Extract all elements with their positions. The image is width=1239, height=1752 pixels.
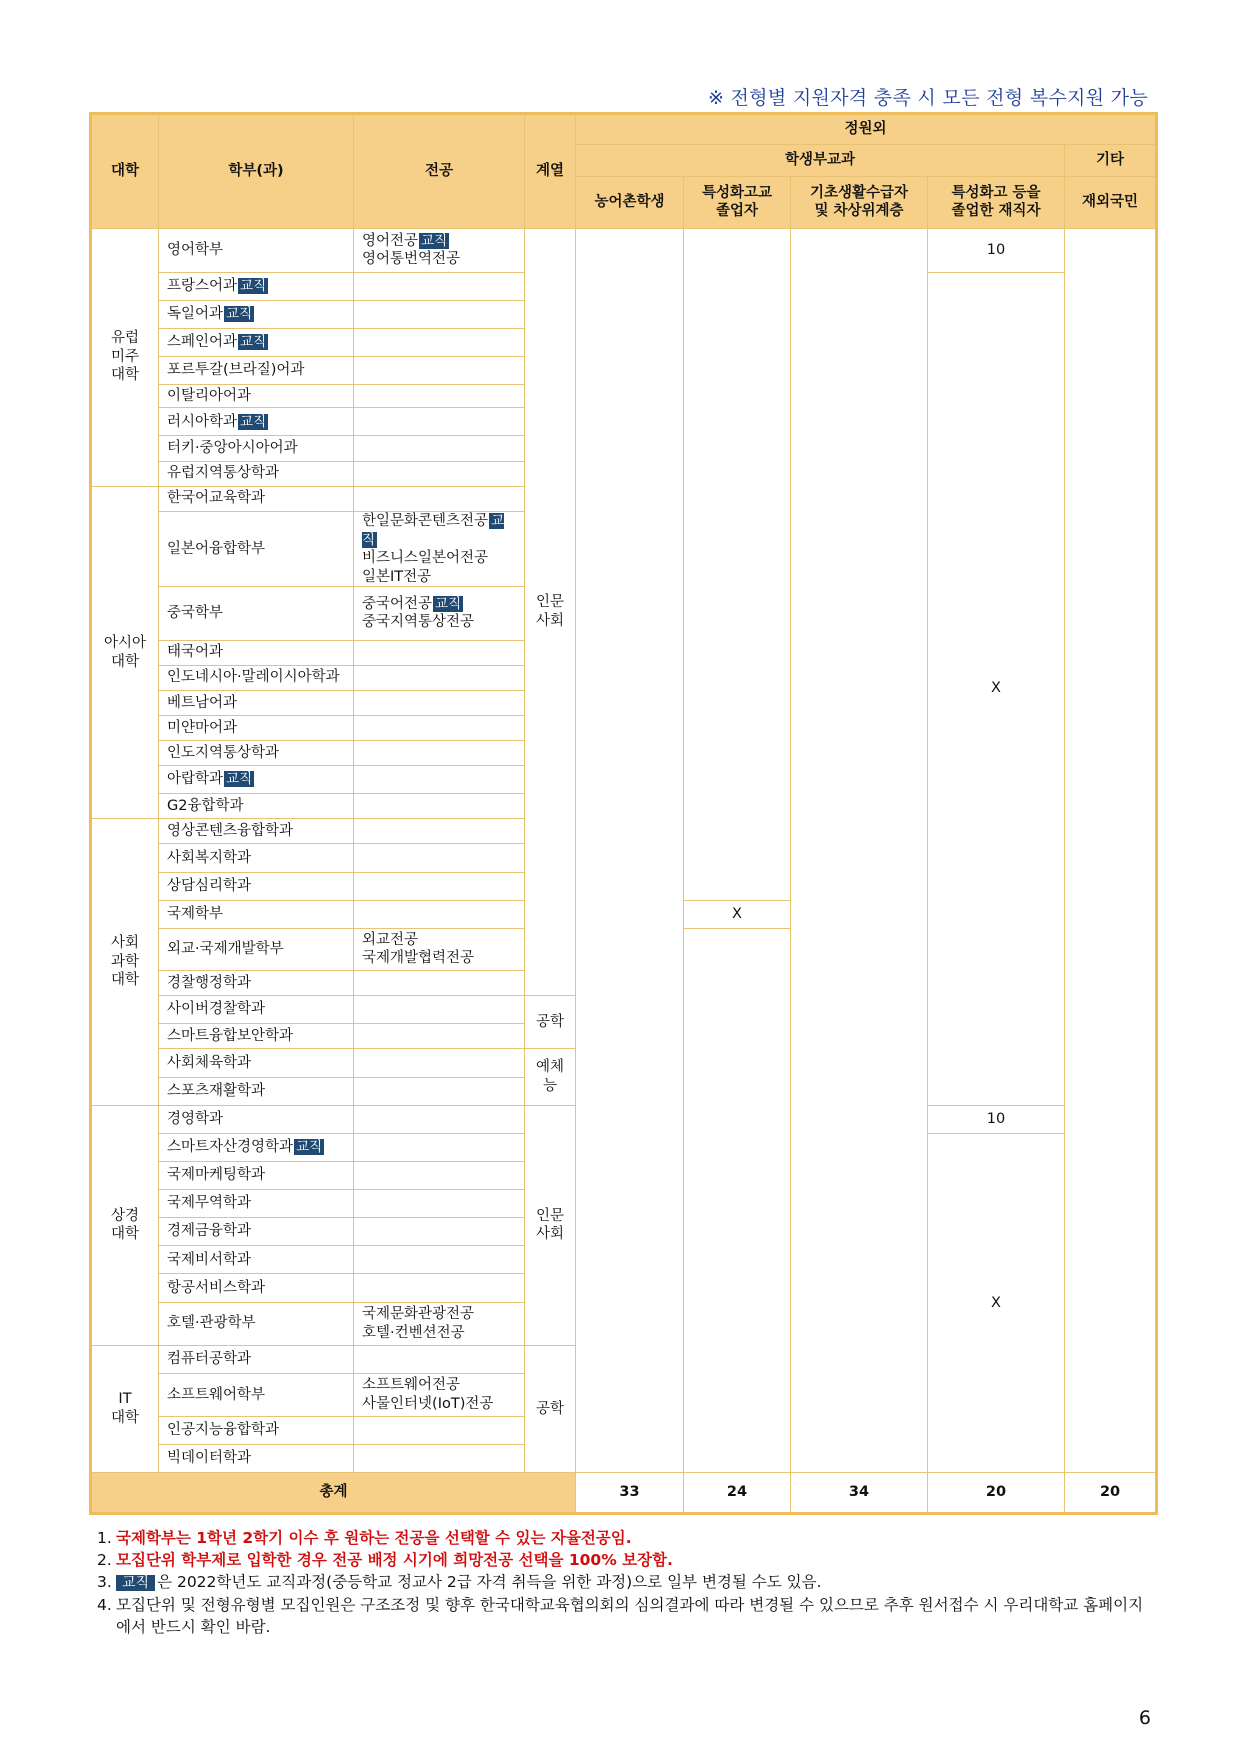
dept-name: 경제금융학과	[167, 1223, 252, 1240]
dept-name: 독일어과	[167, 306, 224, 323]
dept-name: 컴퓨터공학과	[167, 1351, 252, 1368]
dept-cell	[159, 996, 354, 1024]
vocational-x-intl: X	[684, 900, 791, 928]
dept-cell	[159, 1417, 354, 1445]
dept-cell	[159, 461, 354, 486]
dept-cell	[159, 844, 354, 872]
total-rural: 33	[576, 1473, 684, 1514]
dept-cell	[159, 1161, 354, 1189]
major-cell	[354, 357, 525, 385]
track-engineering: 공학	[525, 996, 576, 1049]
header-dept: 학부(과)	[159, 114, 354, 229]
dept-cell	[159, 928, 354, 970]
dept-cell	[159, 436, 354, 461]
major-name: 국제문화관광전공	[362, 1306, 475, 1323]
dept-cell	[159, 587, 354, 640]
dept-cell	[159, 1302, 354, 1345]
dept-cell	[159, 328, 354, 356]
dept-cell	[159, 272, 354, 300]
dept-name: 호텔·관광학부	[167, 1315, 256, 1332]
dept-name: 국제학부	[167, 906, 224, 923]
rural-empty	[576, 228, 684, 1473]
major-name: 영어전공	[362, 232, 419, 249]
dept-cell	[159, 690, 354, 715]
dept-cell	[159, 741, 354, 766]
major-cell	[354, 385, 525, 408]
major-cell	[354, 461, 525, 486]
dept-name: 항공서비스학과	[167, 1279, 266, 1296]
major-name: 한일문화콘텐츠전공	[362, 512, 489, 529]
college-social: 사회 과학 대학	[91, 819, 159, 1105]
major-cell	[354, 971, 525, 996]
major-name: 외교전공	[362, 931, 419, 948]
track-engineering-it: 공학	[525, 1345, 576, 1473]
header-overseas: 재외국민	[1065, 177, 1157, 228]
note-3-text: 은 2022학년도 교직과정(중등학교 정교사 2급 자격 취득을 위한 과정)으로 일부 변경될 수도 있음.	[157, 1573, 822, 1591]
major-cell	[354, 996, 525, 1024]
major-name: 비즈니스일본어전공	[362, 550, 489, 567]
major-name: 중국지역통상전공	[362, 614, 475, 631]
track-arts: 예체 능	[525, 1049, 576, 1105]
dept-cell	[159, 766, 354, 794]
employed-english: 10	[928, 228, 1065, 272]
dept-name: 빅데이터학과	[167, 1450, 252, 1467]
total-row	[91, 1473, 1157, 1514]
major-cell	[354, 1445, 525, 1473]
dept-name: 스마트자산경영학과	[167, 1139, 294, 1156]
teaching-badge: 교직	[240, 334, 267, 351]
total-vocational-employed: 20	[928, 1473, 1065, 1514]
major-cell	[354, 272, 525, 300]
major-cell	[354, 511, 525, 587]
major-cell	[354, 1161, 525, 1189]
dept-cell	[159, 1218, 354, 1246]
dept-name: 경영학과	[167, 1110, 224, 1127]
dept-name: 미얀마어과	[167, 719, 238, 736]
dept-name: 한국어교육학과	[167, 490, 266, 507]
dept-name: 사회체육학과	[167, 1054, 252, 1071]
teaching-badge: 교직	[226, 771, 253, 788]
dept-name: 이탈리아어과	[167, 388, 252, 405]
dept-name: 스페인어과	[167, 334, 238, 351]
college-europe: 유럽 미주 대학	[91, 228, 159, 486]
dept-cell	[159, 665, 354, 690]
dept-cell	[159, 1246, 354, 1274]
header-basic-living: 기초생활수급자 및 차상위계층	[791, 177, 928, 228]
major-cell	[354, 1373, 525, 1416]
major-cell	[354, 1190, 525, 1218]
dept-cell	[159, 385, 354, 408]
major-cell	[354, 794, 525, 819]
major-cell	[354, 1105, 525, 1133]
note-2: 2. 모집단위 학부제로 입학한 경우 전공 배정 시기에 희망전공 선택을 100% 보장함.	[97, 1551, 673, 1569]
major-cell	[354, 872, 525, 900]
header-rural: 농어촌학생	[576, 177, 684, 228]
college-it: IT 대학	[91, 1345, 159, 1473]
total-vocational: 24	[684, 1473, 791, 1514]
dept-cell	[159, 1049, 354, 1077]
major-cell	[354, 328, 525, 356]
major-cell	[354, 408, 525, 436]
note-4: 4. 모집단위 및 전형유형별 모집인원은 구조조정 및 향후 한국대학교육협의회의 심의결과에 따라 변경될 수 있으므로 추후 원서접수 시 우리대학교 홈페이지에서 반드시 확인 바람.	[97, 1594, 1157, 1638]
teaching-badge: 교직	[421, 232, 448, 249]
major-cell	[354, 900, 525, 928]
table-row	[91, 228, 1157, 272]
header-major: 전공	[354, 114, 525, 229]
top-note: ※ 전형별 지원자격 충족 시 모든 전형 복수지원 가능	[707, 87, 1148, 109]
major-cell	[354, 1024, 525, 1049]
major-cell	[354, 1133, 525, 1161]
major-cell	[354, 1077, 525, 1105]
major-cell	[354, 1345, 525, 1373]
teaching-badge: 교직	[116, 1575, 155, 1591]
vocational-empty-2	[684, 928, 791, 1472]
footnotes	[97, 1527, 1157, 1638]
major-name: 호텔·컨벤션전공	[362, 1324, 465, 1341]
major-cell	[354, 690, 525, 715]
major-cell	[354, 486, 525, 511]
page-number: 6	[1138, 1707, 1151, 1729]
major-cell	[354, 640, 525, 665]
teaching-badge: 교직	[226, 306, 253, 323]
header-other: 기타	[1065, 145, 1157, 177]
dept-name: 국제마케팅학과	[167, 1167, 266, 1184]
major-cell	[354, 300, 525, 328]
major-name: 사물인터넷(IoT)전공	[362, 1395, 494, 1412]
note-3: 3. 교직 은 2022학년도 교직과정(중등학교 정교사 2급 자격 취득을 위한 과정)으로 일부 변경될 수도 있음.	[97, 1573, 822, 1591]
dept-name: 국제비서학과	[167, 1251, 252, 1268]
major-cell	[354, 766, 525, 794]
header-vocational-employed: 특성화고 등을 졸업한 재직자	[928, 177, 1065, 228]
dept-name: 사회복지학과	[167, 849, 252, 866]
teaching-badge: 교직	[240, 413, 267, 430]
dept-cell	[159, 1077, 354, 1105]
dept-name: 러시아학과	[167, 413, 238, 430]
dept-name: 소프트웨어학부	[167, 1386, 266, 1403]
header-track: 계열	[525, 114, 576, 229]
dept-name: 일본어융합학부	[167, 540, 266, 557]
major-cell	[354, 665, 525, 690]
major-name: 일본IT전공	[362, 568, 432, 585]
major-cell	[354, 587, 525, 640]
college-business: 상경 대학	[91, 1105, 159, 1345]
dept-name: 스포츠재활학과	[167, 1082, 266, 1099]
dept-name: 베트남어과	[167, 694, 238, 711]
dept-cell	[159, 1445, 354, 1473]
dept-cell	[159, 794, 354, 819]
total-basic-living: 34	[791, 1473, 928, 1514]
major-cell	[354, 819, 525, 844]
dept-name: 태국어과	[167, 644, 224, 661]
dept-name: 경찰행정학과	[167, 974, 252, 991]
teaching-badge: 교직	[240, 278, 267, 295]
dept-name: 영어학부	[167, 241, 224, 258]
dept-cell	[159, 1274, 354, 1302]
dept-name: G2융합학과	[167, 798, 244, 815]
track-humanities-business: 인문 사회	[525, 1105, 576, 1345]
dept-name: 국제무역학과	[167, 1195, 252, 1212]
dept-name: 터키·중앙아시아어과	[167, 440, 298, 457]
dept-cell	[159, 228, 354, 272]
teaching-badge: 교직	[435, 595, 462, 612]
dept-cell	[159, 900, 354, 928]
teaching-badge: 교직	[296, 1139, 323, 1156]
major-cell	[354, 1049, 525, 1077]
dept-name: 인도지역통상학과	[167, 744, 280, 761]
dept-name: 상담심리학과	[167, 877, 252, 894]
dept-cell	[159, 300, 354, 328]
total-overseas: 20	[1065, 1473, 1157, 1514]
vocational-empty	[684, 228, 791, 900]
total-label: 총계	[91, 1473, 576, 1514]
major-name: 소프트웨어전공	[362, 1377, 461, 1394]
dept-cell	[159, 357, 354, 385]
header-vocational: 특성화고교 졸업자	[684, 177, 791, 228]
track-humanities: 인문 사회	[525, 228, 576, 996]
college-asia: 아시아 대학	[91, 486, 159, 819]
dept-cell	[159, 1373, 354, 1416]
dept-cell	[159, 486, 354, 511]
note-1: 1. 국제학부는 1학년 2학기 이수 후 원하는 전공을 선택할 수 있는 자율전공임.	[97, 1529, 632, 1547]
dept-name: 프랑스어과	[167, 278, 238, 295]
major-cell	[354, 228, 525, 272]
teaching-badge: 교직	[362, 512, 505, 548]
dept-name: 인공지능융합학과	[167, 1422, 280, 1439]
dept-cell	[159, 1190, 354, 1218]
major-cell	[354, 1417, 525, 1445]
dept-cell	[159, 715, 354, 740]
dept-cell	[159, 971, 354, 996]
header-outside-quota: 정원외	[576, 114, 1157, 145]
dept-cell	[159, 1024, 354, 1049]
dept-name: 포르투갈(브라질)어과	[167, 362, 305, 379]
dept-cell	[159, 819, 354, 844]
dept-name: 유럽지역통상학과	[167, 465, 280, 482]
dept-cell	[159, 511, 354, 587]
dept-cell	[159, 872, 354, 900]
admission-quota-table	[89, 112, 1158, 1515]
note-1-text: 국제학부는 1학년 2학기 이수 후 원하는 전공을 선택할 수 있는 자율전공임.	[116, 1529, 632, 1547]
dept-name: 영상콘텐츠융합학과	[167, 823, 294, 840]
major-cell	[354, 1274, 525, 1302]
employed-x-1: X	[928, 272, 1065, 1105]
major-cell	[354, 1218, 525, 1246]
header-college: 대학	[91, 114, 159, 229]
major-cell	[354, 1302, 525, 1345]
dept-cell	[159, 640, 354, 665]
major-name: 영어통번역전공	[362, 251, 461, 268]
dept-name: 중국학부	[167, 605, 224, 622]
dept-name: 인도네시아·말레이시아학과	[167, 669, 340, 686]
dept-cell	[159, 408, 354, 436]
dept-name: 아랍학과	[167, 771, 224, 788]
dept-name: 외교·국제개발학부	[167, 941, 284, 958]
dept-cell	[159, 1133, 354, 1161]
dept-cell	[159, 1345, 354, 1373]
note-4-text: 모집단위 및 전형유형별 모집인원은 구조조정 및 향후 한국대학교육협의회의 심의결과에 따라 변경될 수 있으므로 추후 원서접수 시 우리대학교 홈페이지에서 반드시 확인 바람.	[116, 1596, 1144, 1636]
dept-cell	[159, 1105, 354, 1133]
dept-name: 스마트융합보안학과	[167, 1028, 294, 1045]
major-cell	[354, 715, 525, 740]
major-cell	[354, 741, 525, 766]
major-cell	[354, 436, 525, 461]
employed-x-2: X	[928, 1133, 1065, 1473]
major-cell	[354, 928, 525, 970]
major-cell	[354, 1246, 525, 1274]
major-cell	[354, 844, 525, 872]
major-name: 국제개발협력전공	[362, 950, 475, 967]
header-student-record: 학생부교과	[576, 145, 1065, 177]
overseas-empty	[1065, 228, 1157, 1473]
employed-business: 10	[928, 1105, 1065, 1133]
dept-name: 사이버경찰학과	[167, 1001, 266, 1018]
basic-living-empty	[791, 228, 928, 1473]
major-name: 중국어전공	[362, 595, 433, 612]
note-2-text: 모집단위 학부제로 입학한 경우 전공 배정 시기에 희망전공 선택을 100% 보장함.	[116, 1551, 673, 1569]
